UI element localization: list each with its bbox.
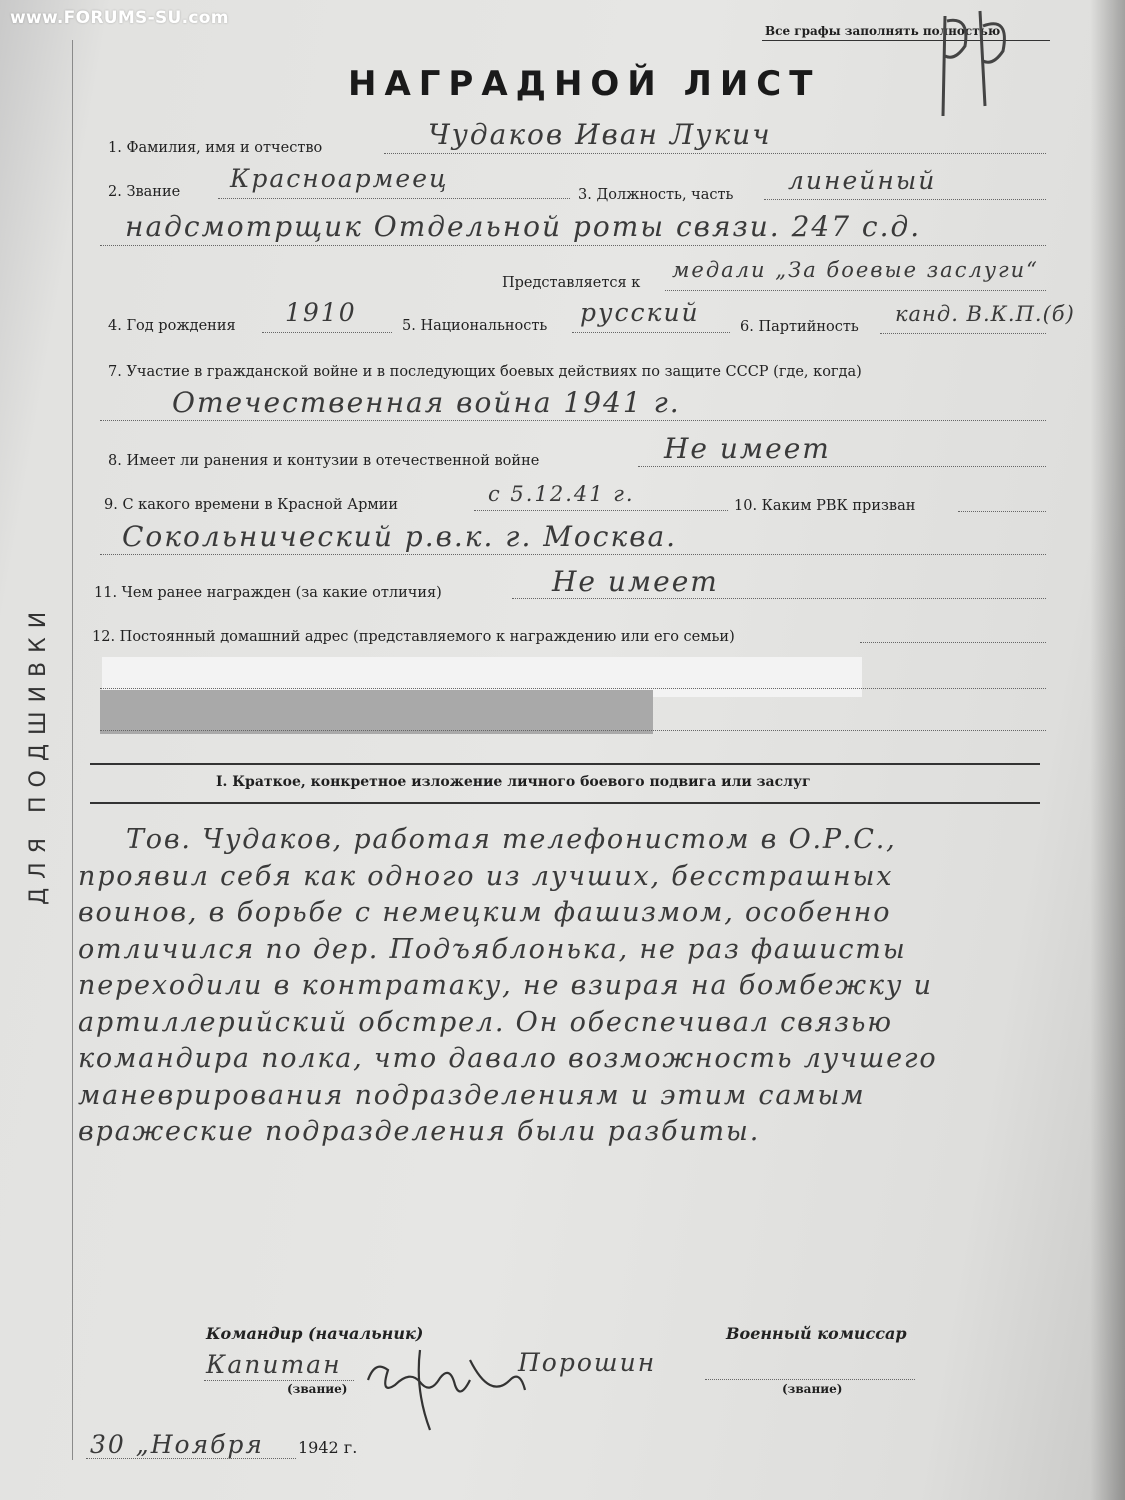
narrative-line: вражеские подразделения были разбиты.: [78, 1116, 761, 1147]
presented-label: Представляется к: [502, 275, 641, 291]
field-8-value: Не имеет: [664, 432, 831, 465]
handwritten-mark-icon: [925, 6, 1035, 126]
commander-rank-caption: (звание): [287, 1382, 348, 1396]
field-9-label: 9. С какого времени в Красной Армии: [104, 497, 398, 513]
section-title: I. Краткое, конкретное изложение личного боевого подвига или заслуг: [216, 774, 811, 790]
field-12-line-3: [100, 730, 1046, 731]
field-5-value: русский: [580, 298, 700, 327]
field-5-line: [572, 332, 730, 333]
field-4-line: [262, 332, 392, 333]
commander-signature-icon: [360, 1340, 530, 1435]
narrative-line: маневрирования подразделениям и этим самым: [78, 1079, 866, 1111]
document-title: НАГРАДНОЙ ЛИСТ: [348, 64, 821, 104]
narrative-line: артиллерийский обстрел. Он обеспечивал связью: [78, 1006, 893, 1038]
address-redaction-dark: [100, 690, 653, 734]
field-10-value: Сокольнический р.в.к. г. Москва.: [122, 520, 678, 553]
narrative-line: отличился по дер. Подъяблонька, не раз фашисты: [78, 933, 907, 965]
binding-margin-line: [72, 40, 73, 1460]
field-1-value: Чудаков Иван Лукич: [428, 118, 772, 151]
field-12-label: 12. Постоянный домашний адрес (представляемого к награждению или его семьи): [92, 629, 735, 645]
commander-rank-line: [204, 1380, 354, 1381]
field-12-line-2: [100, 688, 1046, 689]
page-edge-shadow: [1090, 0, 1125, 1500]
field-7-line: [100, 420, 1046, 421]
field-1-label: 1. Фамилия, имя и отчество: [108, 140, 323, 156]
field-5-label: 5. Национальность: [402, 318, 548, 334]
field-2-label: 2. Звание: [108, 184, 181, 200]
narrative-line: переходили в контратаку, не взирая на бомбежку и: [78, 970, 933, 1001]
field-7-label: 7. Участие в гражданской войне и в последующих боевых действиях по защите СССР (где, когда): [108, 364, 862, 380]
field-12-line: [860, 642, 1046, 643]
presented-line: [665, 290, 1046, 291]
watermark: www.FORUMS-SU.com: [10, 8, 229, 28]
field-4-label: 4. Год рождения: [108, 318, 236, 334]
field-8-label: 8. Имеет ли ранения и контузии в отечественной войне: [108, 453, 540, 469]
presented-value: медали „За боевые заслуги“: [672, 258, 1039, 282]
section-bottom-rule: [90, 802, 1040, 804]
commander-label: Командир (начальник): [206, 1324, 424, 1343]
field-3-value-continued: надсмотрщик Отдельной роты связи. 247 с.д.: [125, 210, 922, 243]
narrative-line: проявил себя как одного из лучших, бесстрашных: [78, 860, 894, 892]
field-11-line: [512, 598, 1046, 599]
date-year: 1942 г.: [298, 1438, 358, 1457]
commissar-rank-line: [705, 1379, 915, 1380]
field-10-line-2: [100, 554, 1046, 555]
narrative-line: командира полка, что давало возможность лучшего: [78, 1043, 938, 1074]
field-11-value: Не имеет: [552, 565, 719, 598]
field-2-line: [218, 198, 570, 199]
narrative-text: [78, 822, 1078, 1151]
field-10-label: 10. Каким РВК призван: [734, 498, 916, 514]
commander-rank: Капитан: [206, 1350, 342, 1379]
field-9-line: [474, 510, 728, 511]
field-6-value: канд. В.К.П.(б): [895, 302, 1075, 326]
field-4-value: 1910: [285, 298, 357, 327]
field-3-line-2: [100, 245, 1046, 246]
field-11-label: 11. Чем ранее награжден (за какие отличия): [94, 585, 442, 601]
binding-margin-label: ДЛЯ ПОДШИВКИ: [26, 602, 51, 905]
narrative-line: Тов. Чудаков, работая телефонистом в О.Р.С.,: [126, 824, 897, 855]
field-3-value: линейный: [788, 166, 937, 195]
field-1-line: [384, 153, 1046, 154]
date-line: [86, 1458, 296, 1459]
date-day-month: 30 „Ноября: [90, 1430, 264, 1459]
field-10-line: [958, 511, 1046, 512]
commander-name: Порошин: [518, 1348, 657, 1377]
field-6-label: 6. Партийность: [740, 319, 859, 335]
field-3-line: [764, 199, 1046, 200]
narrative-line: воинов, в борьбе с немецким фашизмом, особенно: [78, 897, 892, 928]
commissar-rank-caption: (звание): [782, 1382, 843, 1396]
field-7-value: Отечественная война 1941 г.: [172, 386, 681, 419]
field-3-label: 3. Должность, часть: [578, 187, 734, 203]
field-9-value: с 5.12.41 г.: [488, 482, 635, 506]
commissar-label: Военный комиссар: [726, 1324, 907, 1343]
field-6-line: [880, 333, 1046, 334]
field-8-line: [638, 466, 1046, 467]
section-top-rule: [90, 763, 1040, 765]
field-2-value: Красноармеец: [230, 164, 449, 193]
header-note: Все графы заполнять полностью: [765, 24, 1001, 38]
